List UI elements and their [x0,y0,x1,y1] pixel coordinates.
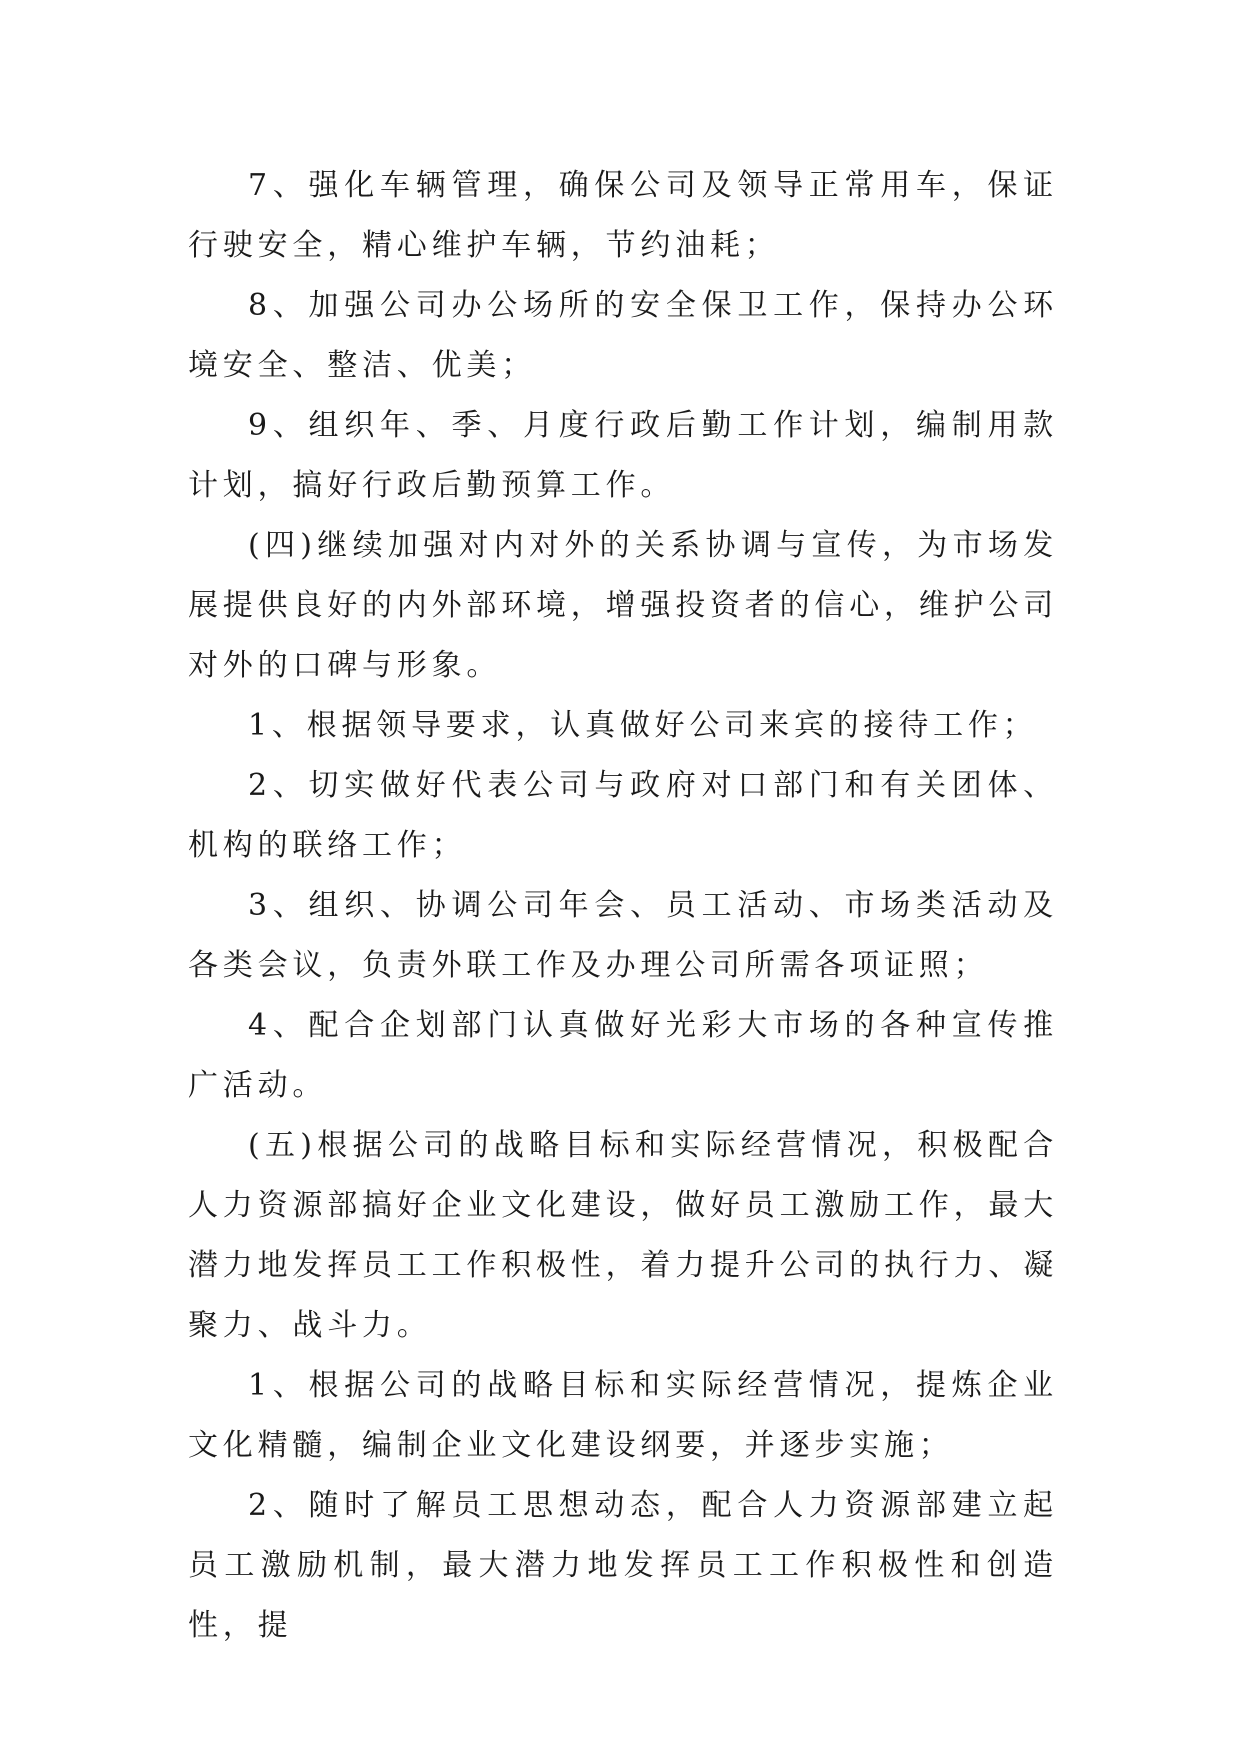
document-body [188,156,1058,1656]
paragraph-item-4: 4、配合企划部门认真做好光彩大市场的各种宣传推广活动。 [188,1008,1058,1103]
paragraph-item-2b: 2、随时了解员工思想动态，配合人力资源部建立起员工激励机制，最大潜力地发挥员工工作积极性和创造性，提 [188,1488,1058,1643]
paragraph-item-9: 9、组织年、季、月度行政后勤工作计划，编制用款计划，搞好行政后勤预算工作。 [188,408,1058,503]
paragraph-item-1: 1、根据领导要求，认真做好公司来宾的接待工作； [248,708,1038,743]
section-heading-5: (五)根据公司的战略目标和实际经营情况，积极配合人力资源部搞好企业文化建设，做好员工激励工作，最大潜力地发挥员工工作积极性，着力提升公司的执行力、凝聚力、战斗力。 [188,1128,1058,1343]
paragraph-item-3: 3、组织、协调公司年会、员工活动、市场类活动及各类会议，负责外联工作及办理公司所需各项证照； [188,888,1058,983]
paragraph-item-1b: 1、根据公司的战略目标和实际经营情况，提炼企业文化精髓，编制企业文化建设纲要，并逐步实施； [188,1368,1058,1463]
paragraph-item-7: 7、强化车辆管理，确保公司及领导正常用车，保证行驶安全，精心维护车辆，节约油耗； [188,168,1058,263]
paragraph-item-2: 2、切实做好代表公司与政府对口部门和有关团体、机构的联络工作； [188,768,1058,863]
section-heading-4: (四)继续加强对内对外的关系协调与宣传，为市场发展提供良好的内外部环境，增强投资者的信心，维护公司对外的口碑与形象。 [188,528,1058,683]
paragraph-item-8: 8、加强公司办公场所的安全保卫工作，保持办公环境安全、整洁、优美； [188,288,1058,383]
